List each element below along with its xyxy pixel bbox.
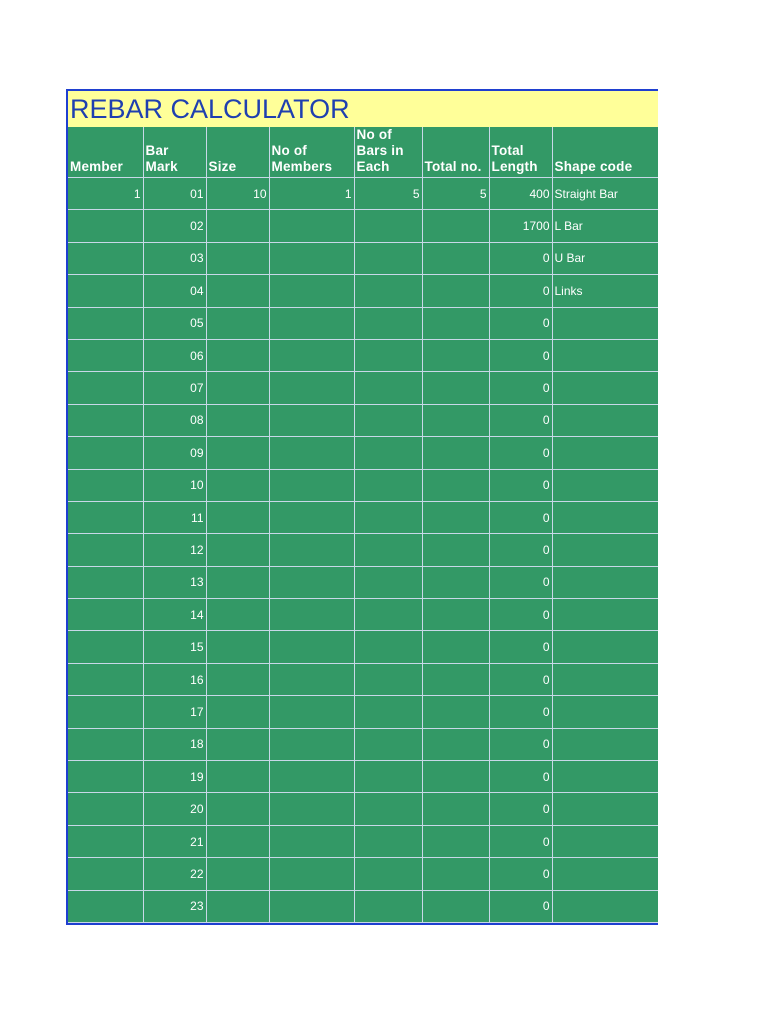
total-length-cell[interactable]: 0 xyxy=(489,307,552,339)
table-row xyxy=(68,858,658,890)
total-length-cell[interactable]: 1700 xyxy=(489,210,552,242)
bar-mark-cell[interactable]: 21 xyxy=(143,825,206,857)
member-cell[interactable]: 1 xyxy=(68,178,143,210)
no-of-members-cell[interactable] xyxy=(269,696,354,728)
total-no-cell[interactable] xyxy=(422,501,489,533)
table-row xyxy=(68,631,658,663)
no-of-members-cell[interactable] xyxy=(269,242,354,274)
shape-code-cell[interactable] xyxy=(552,372,658,404)
table-row xyxy=(68,728,658,760)
size-cell[interactable] xyxy=(206,307,269,339)
header-bar-mark[interactable]: Bar Mark xyxy=(143,127,206,178)
shape-code-cell[interactable]: Links xyxy=(552,275,658,307)
total-length-cell[interactable]: 0 xyxy=(489,599,552,631)
size-cell[interactable] xyxy=(206,793,269,825)
total-no-cell[interactable] xyxy=(422,793,489,825)
table-row xyxy=(68,275,658,307)
member-cell[interactable] xyxy=(68,793,143,825)
bars-in-each-cell[interactable] xyxy=(354,663,422,695)
member-cell[interactable] xyxy=(68,275,143,307)
no-of-members-cell[interactable] xyxy=(269,307,354,339)
total-length-cell[interactable]: 0 xyxy=(489,242,552,274)
size-cell[interactable] xyxy=(206,761,269,793)
no-of-members-cell[interactable] xyxy=(269,858,354,890)
bar-mark-cell[interactable]: 19 xyxy=(143,761,206,793)
member-cell[interactable] xyxy=(68,631,143,663)
total-no-cell[interactable]: 5 xyxy=(422,178,489,210)
member-cell[interactable] xyxy=(68,339,143,371)
table-row xyxy=(68,469,658,501)
member-cell[interactable] xyxy=(68,534,143,566)
header-no-of-members[interactable]: No of Members xyxy=(269,127,354,178)
size-cell[interactable] xyxy=(206,825,269,857)
member-cell[interactable] xyxy=(68,437,143,469)
no-of-members-cell[interactable] xyxy=(269,631,354,663)
total-no-cell[interactable] xyxy=(422,696,489,728)
total-length-cell[interactable]: 0 xyxy=(489,275,552,307)
bar-mark-cell[interactable]: 01 xyxy=(143,178,206,210)
table-row xyxy=(68,437,658,469)
total-length-cell[interactable]: 0 xyxy=(489,339,552,371)
size-cell[interactable] xyxy=(206,501,269,533)
no-of-members-cell[interactable] xyxy=(269,210,354,242)
sheet-title[interactable]: REBAR CALCULATOR xyxy=(68,91,658,127)
total-no-cell[interactable] xyxy=(422,599,489,631)
member-cell[interactable] xyxy=(68,599,143,631)
bars-in-each-cell[interactable] xyxy=(354,890,422,922)
bars-in-each-cell[interactable] xyxy=(354,858,422,890)
shape-code-cell[interactable] xyxy=(552,825,658,857)
size-cell[interactable] xyxy=(206,728,269,760)
header-no-of-bars-in-each[interactable]: No of Bars in Each xyxy=(354,127,422,178)
size-cell[interactable] xyxy=(206,404,269,436)
bars-in-each-cell[interactable] xyxy=(354,761,422,793)
bar-mark-cell[interactable]: 14 xyxy=(143,599,206,631)
member-cell[interactable] xyxy=(68,696,143,728)
bars-in-each-cell[interactable] xyxy=(354,534,422,566)
size-cell[interactable] xyxy=(206,663,269,695)
no-of-members-cell[interactable] xyxy=(269,339,354,371)
bars-in-each-cell[interactable] xyxy=(354,501,422,533)
bars-in-each-cell[interactable] xyxy=(354,793,422,825)
size-cell[interactable] xyxy=(206,469,269,501)
size-cell[interactable] xyxy=(206,566,269,598)
member-cell[interactable] xyxy=(68,242,143,274)
shape-code-cell[interactable] xyxy=(552,761,658,793)
size-cell[interactable] xyxy=(206,372,269,404)
shape-code-cell[interactable] xyxy=(552,728,658,760)
member-cell[interactable] xyxy=(68,469,143,501)
bar-mark-cell[interactable]: 20 xyxy=(143,793,206,825)
bar-mark-cell[interactable]: 15 xyxy=(143,631,206,663)
bars-in-each-cell[interactable] xyxy=(354,275,422,307)
table-body xyxy=(68,178,658,923)
member-cell[interactable] xyxy=(68,501,143,533)
no-of-members-cell[interactable] xyxy=(269,825,354,857)
no-of-members-cell[interactable] xyxy=(269,890,354,922)
bar-mark-cell[interactable]: 05 xyxy=(143,307,206,339)
shape-code-cell[interactable]: U Bar xyxy=(552,242,658,274)
total-no-cell[interactable] xyxy=(422,242,489,274)
table-row xyxy=(68,178,658,210)
shape-code-cell[interactable] xyxy=(552,307,658,339)
table-row xyxy=(68,534,658,566)
total-length-cell[interactable]: 0 xyxy=(489,566,552,598)
total-no-cell[interactable] xyxy=(422,566,489,598)
size-cell[interactable] xyxy=(206,599,269,631)
total-no-cell[interactable] xyxy=(422,210,489,242)
no-of-members-cell[interactable] xyxy=(269,599,354,631)
size-cell[interactable] xyxy=(206,339,269,371)
no-of-members-cell[interactable] xyxy=(269,534,354,566)
no-of-members-cell[interactable] xyxy=(269,501,354,533)
size-cell[interactable] xyxy=(206,696,269,728)
bar-mark-cell[interactable]: 11 xyxy=(143,501,206,533)
size-cell[interactable] xyxy=(206,275,269,307)
bars-in-each-cell[interactable] xyxy=(354,339,422,371)
shape-code-cell[interactable] xyxy=(552,339,658,371)
total-length-cell[interactable]: 0 xyxy=(489,404,552,436)
member-cell[interactable] xyxy=(68,728,143,760)
table-row xyxy=(68,404,658,436)
table-row xyxy=(68,825,658,857)
bars-in-each-cell[interactable] xyxy=(354,728,422,760)
total-no-cell[interactable] xyxy=(422,339,489,371)
table-row xyxy=(68,210,658,242)
rebar-table xyxy=(68,127,658,923)
table-row xyxy=(68,501,658,533)
total-no-cell[interactable] xyxy=(422,858,489,890)
member-cell[interactable] xyxy=(68,307,143,339)
size-cell[interactable] xyxy=(206,437,269,469)
bar-mark-cell[interactable]: 06 xyxy=(143,339,206,371)
total-no-cell[interactable] xyxy=(422,825,489,857)
total-no-cell[interactable] xyxy=(422,728,489,760)
shape-code-cell[interactable]: Straight Bar xyxy=(552,178,658,210)
size-cell[interactable]: 10 xyxy=(206,178,269,210)
bars-in-each-cell[interactable] xyxy=(354,696,422,728)
bar-mark-cell[interactable]: 09 xyxy=(143,437,206,469)
total-no-cell[interactable] xyxy=(422,761,489,793)
total-no-cell[interactable] xyxy=(422,890,489,922)
total-length-cell[interactable]: 0 xyxy=(489,761,552,793)
size-cell[interactable] xyxy=(206,858,269,890)
shape-code-cell[interactable] xyxy=(552,663,658,695)
bar-mark-cell[interactable]: 04 xyxy=(143,275,206,307)
bars-in-each-cell[interactable] xyxy=(354,242,422,274)
no-of-members-cell[interactable] xyxy=(269,469,354,501)
total-length-cell[interactable]: 0 xyxy=(489,469,552,501)
shape-code-cell[interactable] xyxy=(552,696,658,728)
shape-code-cell[interactable] xyxy=(552,631,658,663)
total-no-cell[interactable] xyxy=(422,663,489,695)
bars-in-each-cell[interactable] xyxy=(354,404,422,436)
header-size[interactable]: Size xyxy=(206,127,269,178)
header-shape-code[interactable]: Shape code xyxy=(552,127,658,178)
bar-mark-cell[interactable]: 17 xyxy=(143,696,206,728)
no-of-members-cell[interactable]: 1 xyxy=(269,178,354,210)
no-of-members-cell[interactable] xyxy=(269,663,354,695)
rebar-calculator-sheet xyxy=(66,89,658,925)
shape-code-cell[interactable]: L Bar xyxy=(552,210,658,242)
bars-in-each-cell[interactable] xyxy=(354,631,422,663)
table-row xyxy=(68,890,658,922)
total-no-cell[interactable] xyxy=(422,372,489,404)
total-no-cell[interactable] xyxy=(422,631,489,663)
no-of-members-cell[interactable] xyxy=(269,761,354,793)
bars-in-each-cell[interactable] xyxy=(354,825,422,857)
no-of-members-cell[interactable] xyxy=(269,728,354,760)
table-row xyxy=(68,242,658,274)
bar-mark-cell[interactable]: 02 xyxy=(143,210,206,242)
member-cell[interactable] xyxy=(68,404,143,436)
size-cell[interactable] xyxy=(206,890,269,922)
no-of-members-cell[interactable] xyxy=(269,793,354,825)
shape-code-cell[interactable] xyxy=(552,599,658,631)
member-cell[interactable] xyxy=(68,825,143,857)
shape-code-cell[interactable] xyxy=(552,404,658,436)
total-no-cell[interactable] xyxy=(422,275,489,307)
total-length-cell[interactable]: 0 xyxy=(489,534,552,566)
shape-code-cell[interactable] xyxy=(552,437,658,469)
header-total-length[interactable]: Total Length xyxy=(489,127,552,178)
no-of-members-cell[interactable] xyxy=(269,404,354,436)
total-length-cell[interactable]: 0 xyxy=(489,858,552,890)
bar-mark-cell[interactable]: 22 xyxy=(143,858,206,890)
total-no-cell[interactable] xyxy=(422,404,489,436)
total-length-cell[interactable]: 0 xyxy=(489,372,552,404)
member-cell[interactable] xyxy=(68,210,143,242)
header-row xyxy=(68,127,658,178)
table-row xyxy=(68,339,658,371)
size-cell[interactable] xyxy=(206,242,269,274)
total-no-cell[interactable] xyxy=(422,307,489,339)
table-row xyxy=(68,599,658,631)
table-row xyxy=(68,663,658,695)
total-length-cell[interactable]: 0 xyxy=(489,793,552,825)
total-length-cell[interactable]: 0 xyxy=(489,663,552,695)
no-of-members-cell[interactable] xyxy=(269,566,354,598)
shape-code-cell[interactable] xyxy=(552,858,658,890)
total-length-cell[interactable]: 400 xyxy=(489,178,552,210)
table-row xyxy=(68,761,658,793)
total-length-cell[interactable]: 0 xyxy=(489,890,552,922)
bars-in-each-cell[interactable] xyxy=(354,566,422,598)
member-cell[interactable] xyxy=(68,663,143,695)
shape-code-cell[interactable] xyxy=(552,793,658,825)
member-cell[interactable] xyxy=(68,372,143,404)
member-cell[interactable] xyxy=(68,566,143,598)
bar-mark-cell[interactable]: 13 xyxy=(143,566,206,598)
size-cell[interactable] xyxy=(206,631,269,663)
bars-in-each-cell[interactable] xyxy=(354,372,422,404)
total-length-cell[interactable]: 0 xyxy=(489,825,552,857)
total-length-cell[interactable]: 0 xyxy=(489,437,552,469)
bars-in-each-cell[interactable] xyxy=(354,469,422,501)
header-member[interactable]: Member xyxy=(68,127,143,178)
shape-code-cell[interactable] xyxy=(552,501,658,533)
total-length-cell[interactable]: 0 xyxy=(489,728,552,760)
total-no-cell[interactable] xyxy=(422,534,489,566)
total-no-cell[interactable] xyxy=(422,469,489,501)
header-total-no[interactable]: Total no. xyxy=(422,127,489,178)
shape-code-cell[interactable] xyxy=(552,890,658,922)
no-of-members-cell[interactable] xyxy=(269,372,354,404)
bars-in-each-cell[interactable] xyxy=(354,307,422,339)
total-length-cell[interactable]: 0 xyxy=(489,501,552,533)
shape-code-cell[interactable] xyxy=(552,534,658,566)
table-row xyxy=(68,307,658,339)
bars-in-each-cell[interactable] xyxy=(354,210,422,242)
total-length-cell[interactable]: 0 xyxy=(489,696,552,728)
table-row xyxy=(68,372,658,404)
size-cell[interactable] xyxy=(206,210,269,242)
size-cell[interactable] xyxy=(206,534,269,566)
shape-code-cell[interactable] xyxy=(552,469,658,501)
bar-mark-cell[interactable]: 03 xyxy=(143,242,206,274)
table-row xyxy=(68,696,658,728)
bars-in-each-cell[interactable]: 5 xyxy=(354,178,422,210)
bar-mark-cell[interactable]: 12 xyxy=(143,534,206,566)
bars-in-each-cell[interactable] xyxy=(354,437,422,469)
bar-mark-cell[interactable]: 07 xyxy=(143,372,206,404)
table-row xyxy=(68,566,658,598)
bar-mark-cell[interactable]: 10 xyxy=(143,469,206,501)
no-of-members-cell[interactable] xyxy=(269,275,354,307)
member-cell[interactable] xyxy=(68,858,143,890)
total-no-cell[interactable] xyxy=(422,437,489,469)
bar-mark-cell[interactable]: 16 xyxy=(143,663,206,695)
member-cell[interactable] xyxy=(68,890,143,922)
member-cell[interactable] xyxy=(68,761,143,793)
bar-mark-cell[interactable]: 23 xyxy=(143,890,206,922)
bar-mark-cell[interactable]: 18 xyxy=(143,728,206,760)
no-of-members-cell[interactable] xyxy=(269,437,354,469)
shape-code-cell[interactable] xyxy=(552,566,658,598)
bars-in-each-cell[interactable] xyxy=(354,599,422,631)
bar-mark-cell[interactable]: 08 xyxy=(143,404,206,436)
total-length-cell[interactable]: 0 xyxy=(489,631,552,663)
table-row xyxy=(68,793,658,825)
